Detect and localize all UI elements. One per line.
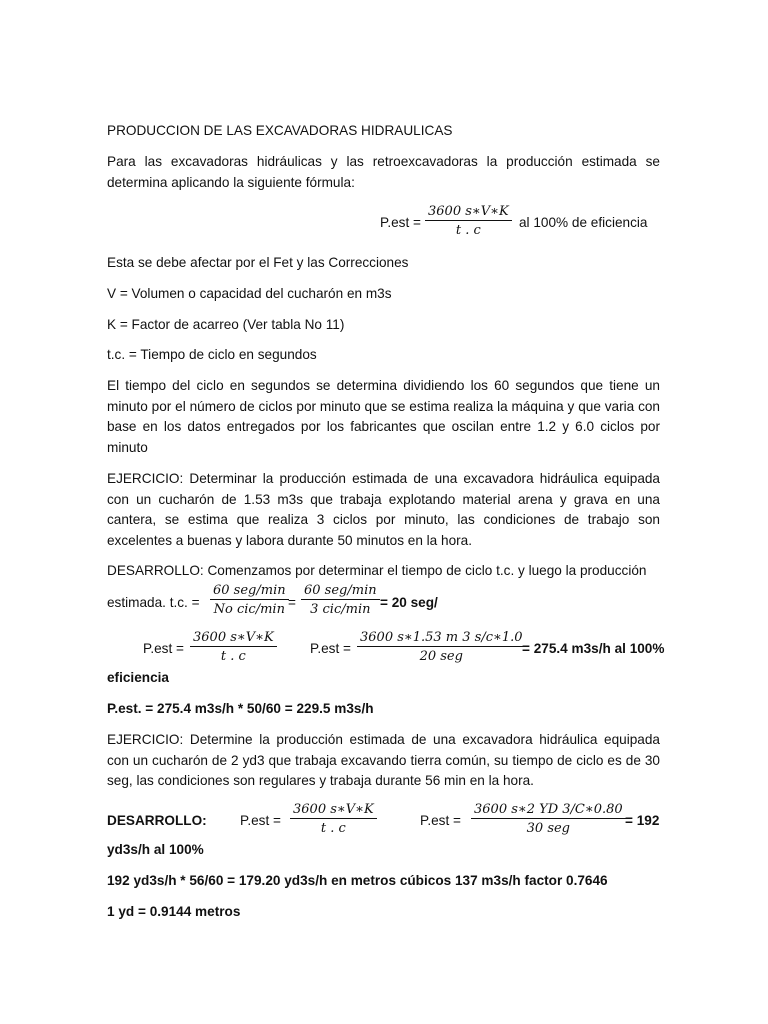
exercise2-text: Determine la producción estimada de una excavadora hidráulica equipada con un cucharón de 2 yd3 que trabaja excavando tierra común, su tiempo de ciclo es de 30 seg, las condiciones son regulares y trabaja durante 56 min en la hora. — [107, 732, 660, 788]
development1-estimada: estimada. t.c. = — [107, 595, 200, 610]
calc1-fraction1-numerator: 3600 s∗V∗K — [193, 630, 274, 645]
development2-fraction2-denominator: 30 seg — [471, 818, 626, 837]
formula1-lhs: P.est = — [380, 215, 421, 230]
calc1-wrap: eficiencia — [107, 670, 169, 685]
development1-text: Comenzamos por determinar el tiempo de ciclo t.c. y luego la producción — [203, 563, 647, 578]
development2-label: DESARROLLO: — [107, 813, 207, 828]
development2-lhs1: P.est = — [240, 813, 281, 828]
development1-line — [107, 561, 660, 582]
calc1-fraction2-denominator: 20 seg — [357, 646, 526, 665]
tc-fraction-1-denominator: No cic/min — [210, 599, 289, 618]
calc1-fraction2-numerator: 3600 s∗1.53 m 3 s/c∗1.0 — [360, 630, 523, 645]
exercise1-label: EJERCICIO: — [107, 471, 184, 486]
calc1-fraction2 — [357, 629, 526, 665]
exercise1-paragraph — [107, 469, 660, 551]
development2-fraction2 — [471, 801, 626, 837]
development2-fraction1-numerator: 3600 s∗V∗K — [293, 802, 374, 817]
development2-fraction2-numerator: 3600 s∗2 YD 3/C∗0.80 — [474, 802, 623, 817]
intro-paragraph: Para las excavadoras hidráulicas y las retroexcavadoras la producción estimada se determina aplicando la siguiente fórmula: — [107, 154, 660, 190]
formula1-fraction — [425, 203, 512, 239]
calc1-result: = 275.4 m3s/h al 100% — [522, 641, 665, 656]
development2-wrap: yd3s/h al 100% — [107, 842, 204, 857]
calc1-lhs1: P.est = — [143, 641, 184, 656]
production1-result: P.est. = 275.4 m3s/h * 50/60 = 229.5 m3s/h — [107, 701, 374, 716]
tc-fraction-2 — [301, 582, 380, 618]
document-title: PRODUCCION DE LAS EXCAVADORAS HIDRAULICAS — [107, 123, 453, 138]
yard-conversion: 1 yd = 0.9144 metros — [107, 904, 241, 919]
development2-lhs2: P.est = — [420, 813, 461, 828]
calc1-fraction1-denominator: t . c — [190, 646, 277, 665]
development1-label: DESARROLLO: — [107, 563, 204, 578]
formula1-suffix: al 100% de eficiencia — [519, 215, 648, 230]
definition-k: K = Factor de acarreo (Ver tabla No 11) — [107, 317, 345, 332]
exercise2-paragraph — [107, 730, 660, 792]
development2-fraction1-denominator: t . c — [290, 818, 377, 837]
tc-fraction-1-numerator: 60 seg/min — [213, 583, 286, 598]
tc-fraction-2-numerator: 60 seg/min — [304, 583, 377, 598]
tc-result: = 20 seg/ — [380, 595, 438, 610]
tc-fraction-1 — [210, 582, 289, 618]
cycle-paragraph: El tiempo del ciclo en segundos se determina dividiendo los 60 segundos que tiene un minuto por el número de ciclos por minuto que se estima realiza la máquina y que varia con base en los datos entregados por los fabricantes que oscilan entre 1.2 y 6.0 ciclos por minuto — [107, 378, 660, 455]
exercise2-label: EJERCICIO: — [107, 732, 184, 747]
calc1-lhs2: P.est = — [310, 641, 351, 656]
conversion-line: 192 yd3s/h * 56/60 = 179.20 yd3s/h en metros cúbicos 137 m3s/h factor 0.7646 — [107, 873, 608, 888]
fet-line: Esta se debe afectar por el Fet y las Correcciones — [107, 255, 409, 270]
tc-equals: = — [288, 595, 296, 610]
tc-fraction-2-denominator: 3 cic/min — [301, 599, 380, 618]
formula1-numerator: 3600 s∗V∗K — [428, 204, 509, 219]
development2-result: = 192 — [625, 813, 660, 828]
formula1-denominator: t . c — [425, 220, 512, 239]
exercise1-text: Determinar la producción estimada de una excavadora hidráulica equipada con un cucharón de 1.53 m3s que trabaja explotando material arena y grava en una cantera, se estima que realiza 3 ciclos por minuto, las condiciones de trabajo son excelentes a buenas y labora durante 50 minutos en la hora. — [107, 471, 660, 548]
definition-tc: t.c. = Tiempo de ciclo en segundos — [107, 347, 317, 362]
development2-fraction1 — [290, 801, 377, 837]
calc1-fraction1 — [190, 629, 277, 665]
definition-v: V = Volumen o capacidad del cucharón en m3s — [107, 286, 392, 301]
